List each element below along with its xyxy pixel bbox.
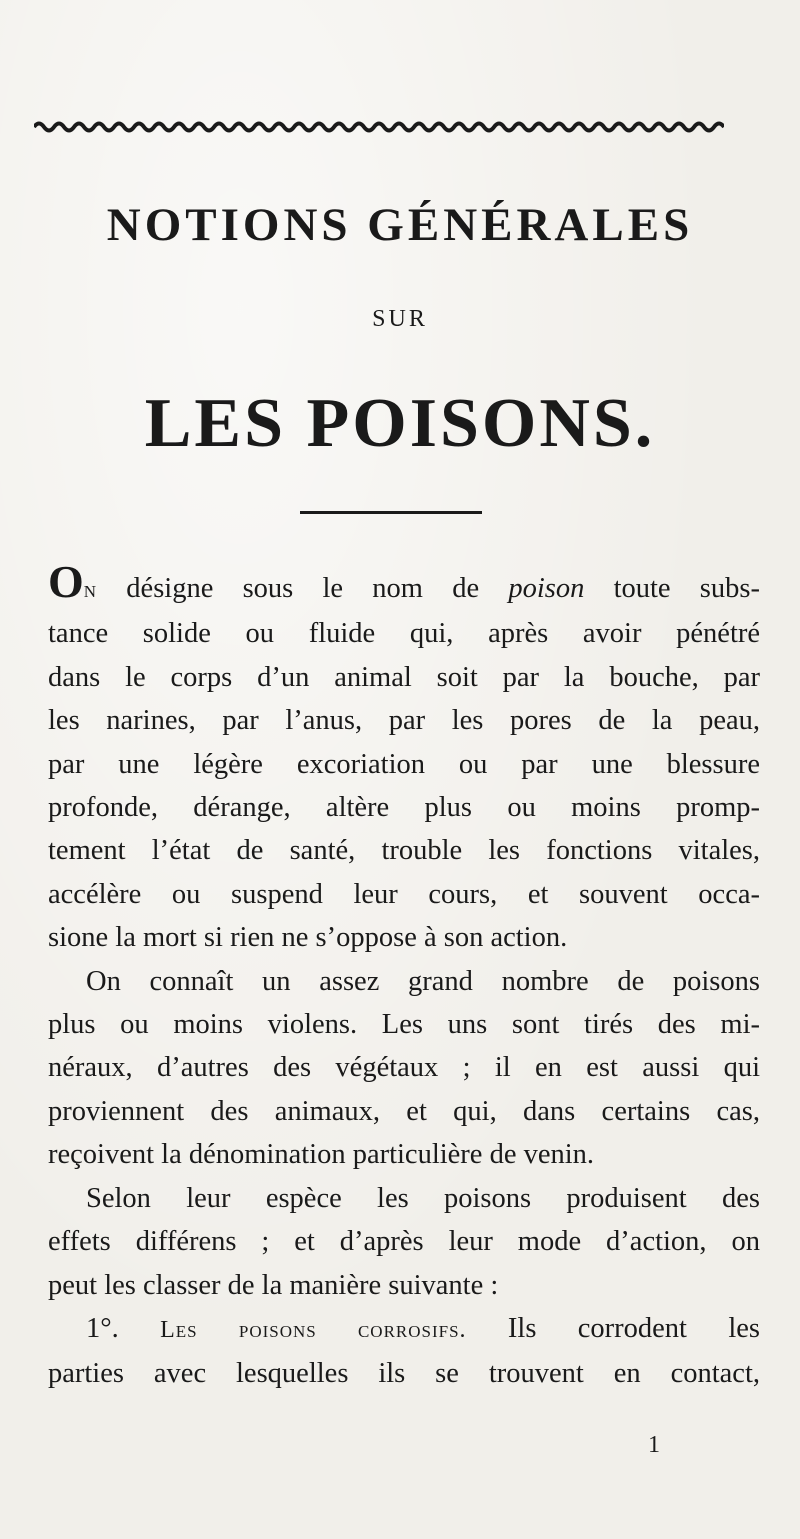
text-line: On désigne sous le nom de poison toute subs-	[48, 556, 760, 607]
text-line: On connaît un assez grand nombre de poisons	[86, 965, 760, 997]
text-line: tement l’état de santé, trouble les fonctions vitales,	[48, 835, 760, 867]
text-line: peut les classer de la manière suivante :	[48, 1269, 499, 1301]
text-line: reçoivent la dénomination particulière de venin.	[48, 1139, 595, 1171]
text-line: plus ou moins violens. Les uns sont tirés des mi-	[48, 1009, 760, 1041]
text-line: les narines, par l’anus, par les pores de la peau,	[48, 705, 760, 737]
text-line: par une légère excoriation ou par une blessure	[48, 748, 760, 780]
text-line: parties avec lesquelles ils se trouvent en contact,	[48, 1358, 760, 1390]
title-divider	[300, 511, 482, 514]
title-line-notions: NOTIONS GÉNÉRALES	[106, 199, 694, 251]
text-line: accélère ou suspend leur cours, et souvent occa-	[48, 878, 760, 910]
paragraph-1	[48, 556, 760, 960]
title-line-sur: SUR	[372, 306, 428, 332]
body-text	[48, 556, 760, 1396]
paragraph-4	[48, 1307, 760, 1396]
text-line: effets différens ; et d’après leur mode d’action, on	[48, 1226, 760, 1258]
text-line: Selon leur espèce les poisons produisent des	[86, 1182, 760, 1214]
text-line: profonde, dérange, altère plus ou moins promp-	[48, 792, 760, 824]
paragraph-2	[48, 960, 760, 1177]
text-line: sione la mort si rien ne s’oppose à son action.	[48, 922, 568, 954]
text-line: tance solide ou fluide qui, après avoir pénétré	[48, 618, 760, 650]
text-line: proviennent des animaux, et qui, dans certains cas,	[48, 1095, 760, 1127]
section-heading-corrosifs: Les poisons corrosifs.	[160, 1316, 467, 1343]
paragraph-3	[48, 1177, 760, 1307]
emphasis-poison: poison	[508, 573, 585, 604]
text-line: dans le corps d’un animal soit par la bouche, par	[48, 661, 760, 693]
page-number: 1	[648, 1432, 660, 1458]
drop-cap: O	[48, 556, 84, 607]
title-line-poisons: LES POISONS.	[144, 385, 656, 462]
text-line: néraux, d’autres des végétaux ; il en est aussi qui	[48, 1052, 760, 1084]
text-line: 1°. Les poisons corrosifs. Ils corrodent les	[86, 1312, 760, 1344]
ornamental-rule	[34, 118, 724, 136]
